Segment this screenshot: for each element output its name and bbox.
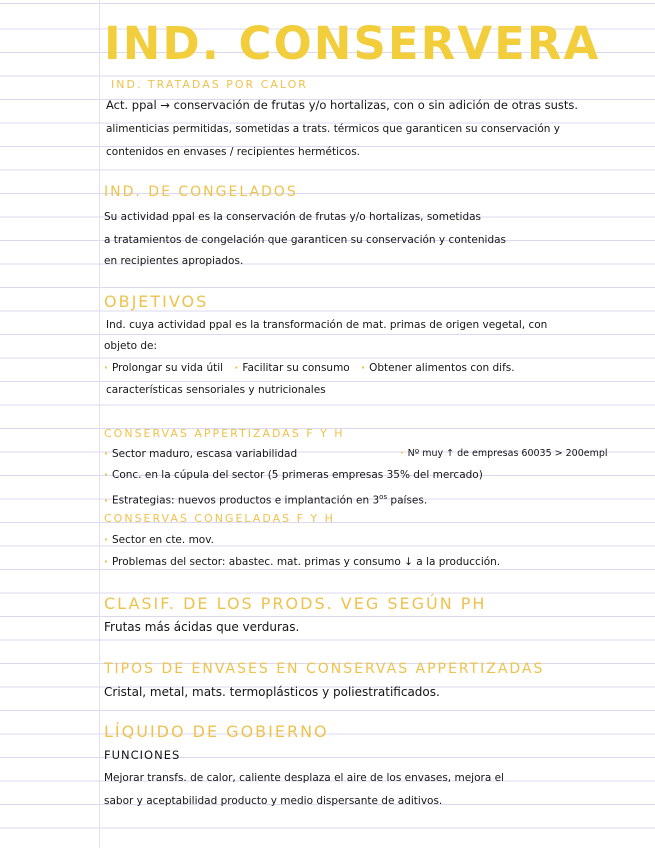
congeladas-bullet-1-text: Sector en cte. mov. bbox=[112, 534, 214, 546]
apertizadas-bullet-1-right bbox=[400, 447, 608, 461]
apertizadas-bullet-3-end: países. bbox=[387, 494, 428, 507]
liquido-line-2: sabor y aceptabilidad producto y medio dispersante de aditivos. bbox=[104, 795, 443, 807]
congelados-line-1: Su actividad ppal es la conservación de frutas y/o hortalizas, sometidas bbox=[104, 211, 482, 223]
objetivos-line-2: objeto de: bbox=[104, 340, 158, 352]
bullet-dot: · bbox=[104, 494, 108, 507]
congelados-line-2: a tratamientos de congelación que garanticen su conservación y contenidas bbox=[104, 234, 507, 246]
bullet-dot: · bbox=[361, 362, 366, 374]
heading-tratadas: IND. TRATADAS POR CALOR bbox=[111, 78, 308, 91]
congelados-line-3: en recipientes apropiados. bbox=[104, 255, 244, 267]
apertizadas-bullet-3 bbox=[104, 490, 427, 508]
tipos-line: Cristal, metal, mats. termoplásticos y poliestratificados. bbox=[104, 685, 440, 699]
bullet-dot: · bbox=[104, 556, 108, 568]
apertizadas-bullet-3-text: Estrategias: nuevos productos e implantación en 3 bbox=[112, 494, 380, 507]
apertizadas-bullet-1-right-text: Nº muy ↑ de empresas 60035 > 200empl bbox=[407, 448, 608, 459]
page-title: IND. CONSERVERA bbox=[104, 17, 601, 70]
tratadas-line-3: contenidos en envases / recipientes herméticos. bbox=[106, 146, 361, 158]
congeladas-bullet-2 bbox=[104, 555, 500, 569]
bullet-dot: · bbox=[234, 362, 239, 374]
apertizadas-bullet-2 bbox=[104, 468, 483, 482]
bullet-dot: · bbox=[104, 469, 108, 481]
heading-congelados: IND. DE CONGELADOS bbox=[104, 184, 298, 200]
congeladas-bullet-2-text: Problemas del sector: abastec. mat. primas y consumo ↓ a la producción. bbox=[112, 556, 501, 568]
bullet-dot: · bbox=[400, 448, 404, 459]
objetivo-bullet-3: Obtener alimentos con difs. bbox=[369, 362, 515, 374]
heading-clasif: CLASIF. DE LOS PRODS. VEG SEGÚN PH bbox=[104, 594, 487, 613]
tratadas-line-1: Act. ppal → conservación de frutas y/o hortalizas, con o sin adición de otras susts. bbox=[106, 98, 579, 112]
funciones-subheading: FUNCIONES bbox=[104, 748, 181, 762]
objetivos-bullets-row bbox=[104, 361, 515, 375]
bullet-dot: · bbox=[104, 448, 108, 460]
heading-liquido: LÍQUIDO DE GOBIERNO bbox=[104, 722, 329, 741]
objetivo-bullet-1: Prolongar su vida útil bbox=[112, 362, 224, 374]
bullet-dot: · bbox=[104, 534, 108, 546]
objetivo-bullet-2: Facilitar su consumo bbox=[242, 362, 350, 374]
liquido-line-1: Mejorar transfs. de calor, caliente desplaza el aire de los envases, mejora el bbox=[104, 772, 504, 784]
apertizadas-bullet-1 bbox=[104, 447, 297, 461]
objetivos-continuation: características sensoriales y nutricionales bbox=[106, 384, 326, 396]
apertizadas-bullet-1-text: Sector maduro, escasa variabilidad bbox=[112, 448, 298, 460]
objetivos-line-1: Ind. cuya actividad ppal es la transformación de mat. primas de origen vegetal, con bbox=[106, 319, 548, 331]
clasif-line: Frutas más ácidas que verduras. bbox=[104, 620, 300, 634]
tratadas-line-2: alimenticias permitidas, sometidas a trats. térmicos que garanticen su conservación y bbox=[106, 123, 560, 135]
bullet-dot: · bbox=[104, 362, 108, 374]
heading-tipos: TIPOS DE ENVASES EN CONSERVAS APPERTIZADAS bbox=[104, 661, 545, 677]
heading-apertizadas: CONSERVAS APPERTIZADAS F Y H bbox=[104, 427, 345, 440]
congeladas-bullet-1 bbox=[104, 533, 214, 547]
heading-congeladas: CONSERVAS CONGELADAS F Y H bbox=[104, 512, 335, 525]
apertizadas-bullet-2-text: Conc. en la cúpula del sector (5 primeras empresas 35% del mercado) bbox=[112, 469, 483, 481]
superscript-os: os bbox=[379, 493, 388, 501]
heading-objetivos: OBJETIVOS bbox=[104, 292, 209, 311]
